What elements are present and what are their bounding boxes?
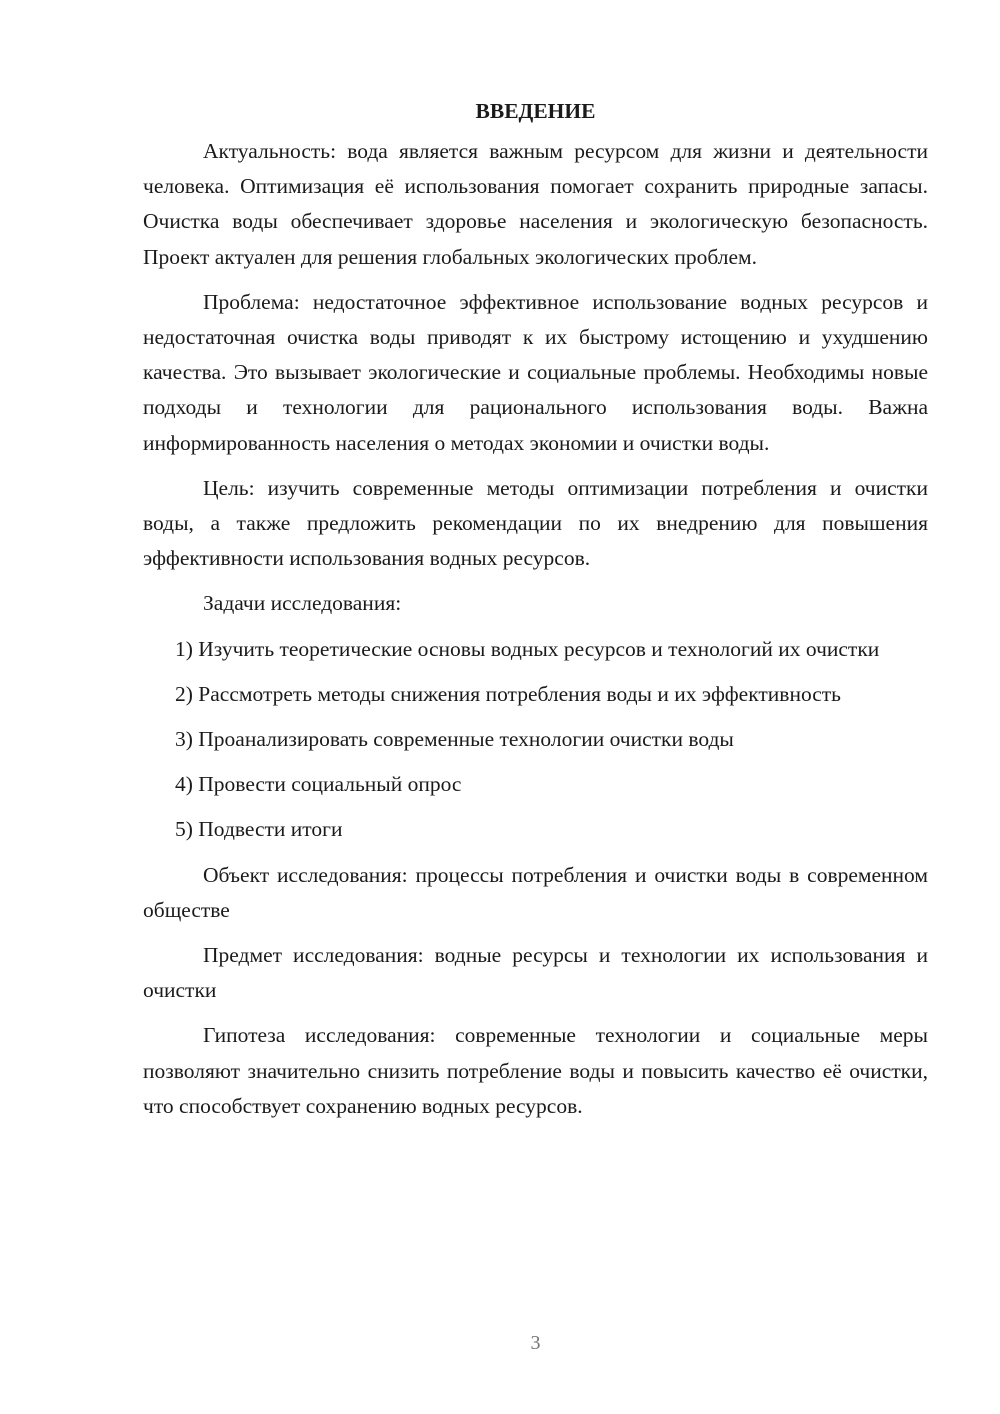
tasks-title: Задачи исследования: (203, 591, 402, 616)
document-page (143, 92, 928, 1134)
section-heading: ВВЕДЕНИЕ (475, 99, 596, 123)
hypothesis-paragraph: Гипотеза исследования: современные технологии и социальные меры позволяют значительно снизить потребление воды и повысить качество её очистки, что способствует сохранению водных ресурсов. (143, 1023, 928, 1118)
page-number: 3 (530, 1332, 541, 1354)
object-paragraph: Объект исследования: процессы потребления и очистки воды в современном обществе (143, 862, 928, 922)
subject-paragraph: Предмет исследования: водные ресурсы и технологии их использования и очистки (143, 943, 928, 1003)
task-item: 2) Рассмотреть методы снижения потребления воды и их эффективность (175, 681, 841, 706)
task-item: 1) Изучить теоретические основы водных ресурсов и технологий их очистки (175, 636, 880, 661)
task-item: 3) Проанализировать современные технологии очистки воды (175, 727, 734, 752)
task-item: 4) Провести социальный опрос (175, 772, 462, 797)
goal-paragraph: Цель: изучить современные методы оптимизации потребления и очистки воды, а также предложить рекомендации по их внедрению для повышения эффективности использования водных ресурсов. (143, 475, 928, 571)
task-item: 5) Подвести итоги (175, 817, 343, 842)
relevance-paragraph: Актуальность: вода является важным ресурсом для жизни и деятельности человека. Оптимизация её использования помогает сохранить природные запасы. Очистка воды обеспечивает здоровье населения и экологическую безопасность. Проект актуален для решения глобальных экологических проблем. (143, 139, 928, 269)
problem-paragraph: Проблема: недостаточное эффективное использование водных ресурсов и недостаточная очистка воды приводят к их быстрому истощению и ухудшению качества. Это вызывает экологические и социальные проблемы. Необходимы новые подходы и технологии для рационального использования воды. Важна информированность населения о методах экономии и очистки воды. (143, 289, 928, 455)
